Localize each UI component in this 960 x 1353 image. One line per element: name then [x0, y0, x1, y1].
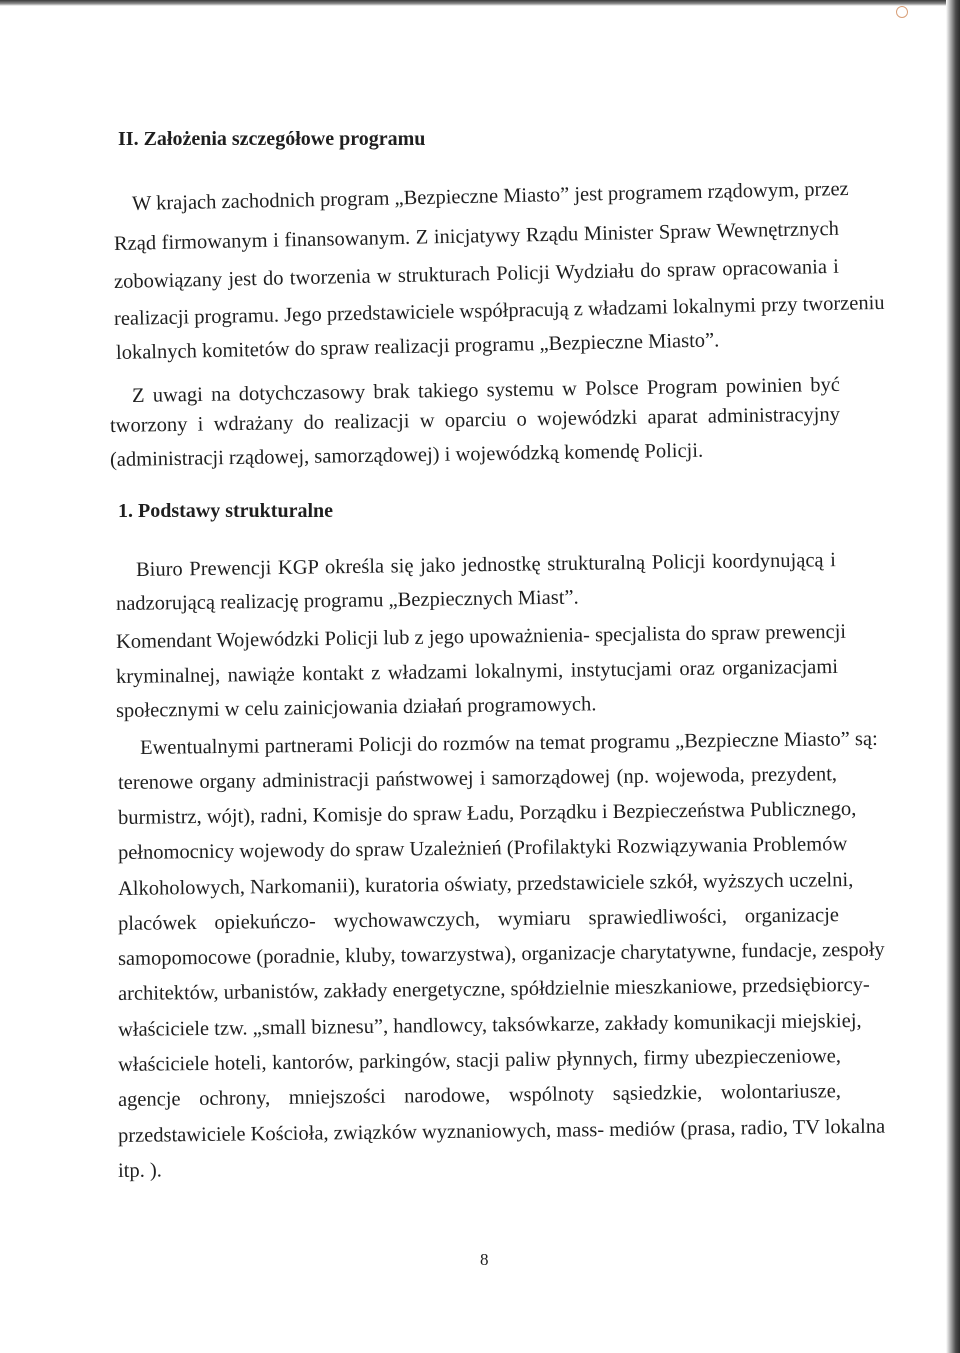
paragraph-5-line: [117, 973, 870, 1006]
paragraph-5-text: itp. ).: [117, 1159, 162, 1182]
paragraph-2-text: (administracji rządowej, samorządowej) i wojewódzką komendę Policji.: [109, 439, 704, 471]
paragraph-2-line: [109, 439, 704, 472]
scan-mark: [896, 6, 908, 18]
paragraph-4-line: [115, 693, 597, 723]
page-number: 8: [480, 1250, 489, 1269]
paragraph-4-text: Komendant Wojewódzki Policji lub z jego upoważnienia- specjalista do spraw prewencji: [115, 620, 847, 653]
paragraph-1-text: Rząd firmowanym i finansowanym. Z inicjatywy Rządu Minister Spraw Wewnętrznych: [113, 217, 840, 255]
paragraph-2-line: [110, 403, 840, 438]
paragraph-5-line: [117, 832, 848, 865]
paragraph-5-line: [117, 797, 857, 830]
paragraph-5-line: [117, 938, 885, 971]
paragraph-1-line: [113, 291, 885, 331]
paragraph-4-line: [115, 620, 847, 654]
paragraph-5-text: agencje ochrony, mniejszości narodowe, wspólnoty sąsiedzkie, wolontariusze,: [117, 1080, 842, 1111]
scan-edge-top: [0, 0, 960, 6]
paragraph-5-text: pełnomocnicy wojewody do spraw Uzależnień (Profilaktyki Rozwiązywania Problemów: [117, 833, 848, 864]
paragraph-5-line: [118, 903, 839, 936]
paragraph-4-text: społecznymi w celu zainicjowania działań programowych.: [115, 693, 597, 722]
paragraph-1-line: [114, 255, 839, 294]
paragraph-5-text: przedstawiciele Kościoła, związków wyznaniowych, mass- mediów (prasa, radio, TV lokalna: [117, 1115, 886, 1147]
paragraph-5-line: [117, 1009, 862, 1042]
paragraph-1-line: [114, 217, 839, 256]
paragraph-1-line: [131, 177, 849, 216]
paragraph-2-text: Z uwagi na dotychczasowy brak takiego systemu w Polsce Program powinien być: [131, 373, 841, 407]
paragraph-2-line: [132, 373, 840, 408]
paragraph-5-line: [118, 762, 837, 795]
paragraph-1-text: lokalnych komitetów do spraw realizacji programu „Bezpieczne Miasto”.: [115, 329, 720, 364]
section-heading: II. Założenia szczegółowe programu: [118, 128, 426, 150]
paragraph-5-text: właściciele hoteli, kantorów, parkingów, stacji paliw płynnych, firmy ubezpieczeniowe,: [117, 1045, 842, 1076]
paragraph-5-line: [139, 727, 878, 760]
paragraph-4-text: kryminalnej, nawiąże kontakt z władzami lokalnymi, instytucjami oraz organizacjami: [115, 655, 839, 688]
paragraph-5-text: właściciele tzw. „small biznesu”, handlowcy, taksówkarze, zakłady komunikacji miejskiej,: [117, 1009, 862, 1041]
paragraph-4-line: [116, 655, 838, 689]
scan-edge-right: [946, 0, 960, 1353]
paragraph-5-line: [117, 868, 854, 901]
paragraph-5-line: [118, 1079, 841, 1112]
paragraph-3-text: nadzorującą realizację programu „Bezpiecznych Miast”.: [115, 586, 579, 615]
paragraph-2-text: tworzony i wdrażany do realizacji w oparciu o wojewódzki aparat administracyjny: [109, 403, 841, 437]
paragraph-5-text: Alkoholowych, Narkomanii), kuratoria oświaty, przedstawiciele szkół, wyższych uczelni,: [117, 869, 854, 900]
paragraph-3-line: [115, 586, 579, 616]
paragraph-1-text: realizacji programu. Jego przedstawiciele współpracują z władzami lokalnymi przy tworzeniu: [113, 291, 885, 330]
paragraph-5-text: terenowe organy administracji państwowej i samorządowej (np. wojewoda, prezydent,: [117, 763, 838, 794]
subsection-heading: 1. Podstawy strukturalne: [118, 500, 334, 522]
paragraph-1-text: W krajach zachodnich program „Bezpieczne Miasto” jest programem rządowym, przez: [131, 177, 849, 215]
paragraph-5-text: placówek opiekuńczo- wychowawczych, wymiaru sprawiedliwości, organizacje: [117, 904, 840, 935]
paragraph-5-text: architektów, urbanistów, zakłady energetyczne, spółdzielnie mieszkaniowe, przedsiębiorcy-: [117, 973, 870, 1005]
paragraph-5-line: [118, 1044, 841, 1077]
paragraph-3-text: Biuro Prewencji KGP określa się jako jednostkę strukturalną Policji koordynującą i: [135, 549, 837, 581]
paragraph-5-line: [117, 1115, 886, 1148]
paragraph-3-line: [136, 548, 836, 582]
paragraph-5-text: burmistrz, wójt), radni, Komisje do spraw Ładu, Porządku i Bezpieczeństwa Publicznego,: [117, 797, 857, 829]
paragraph-5-line: [118, 1158, 218, 1183]
paragraph-5-text: Ewentualnymi partnerami Policji do rozmów na temat programu „Bezpieczne Miasto” są:: [139, 727, 878, 759]
paragraph-1-text: zobowiązany jest do tworzenia w strukturach Policji Wydziału do spraw opracowania i: [113, 255, 840, 293]
paragraph-5-text: samopomocowe (poradnie, kluby, towarzystwa), organizacje charytatywne, fundacje, zespoły: [117, 938, 885, 970]
paragraph-1-line: [115, 329, 720, 365]
